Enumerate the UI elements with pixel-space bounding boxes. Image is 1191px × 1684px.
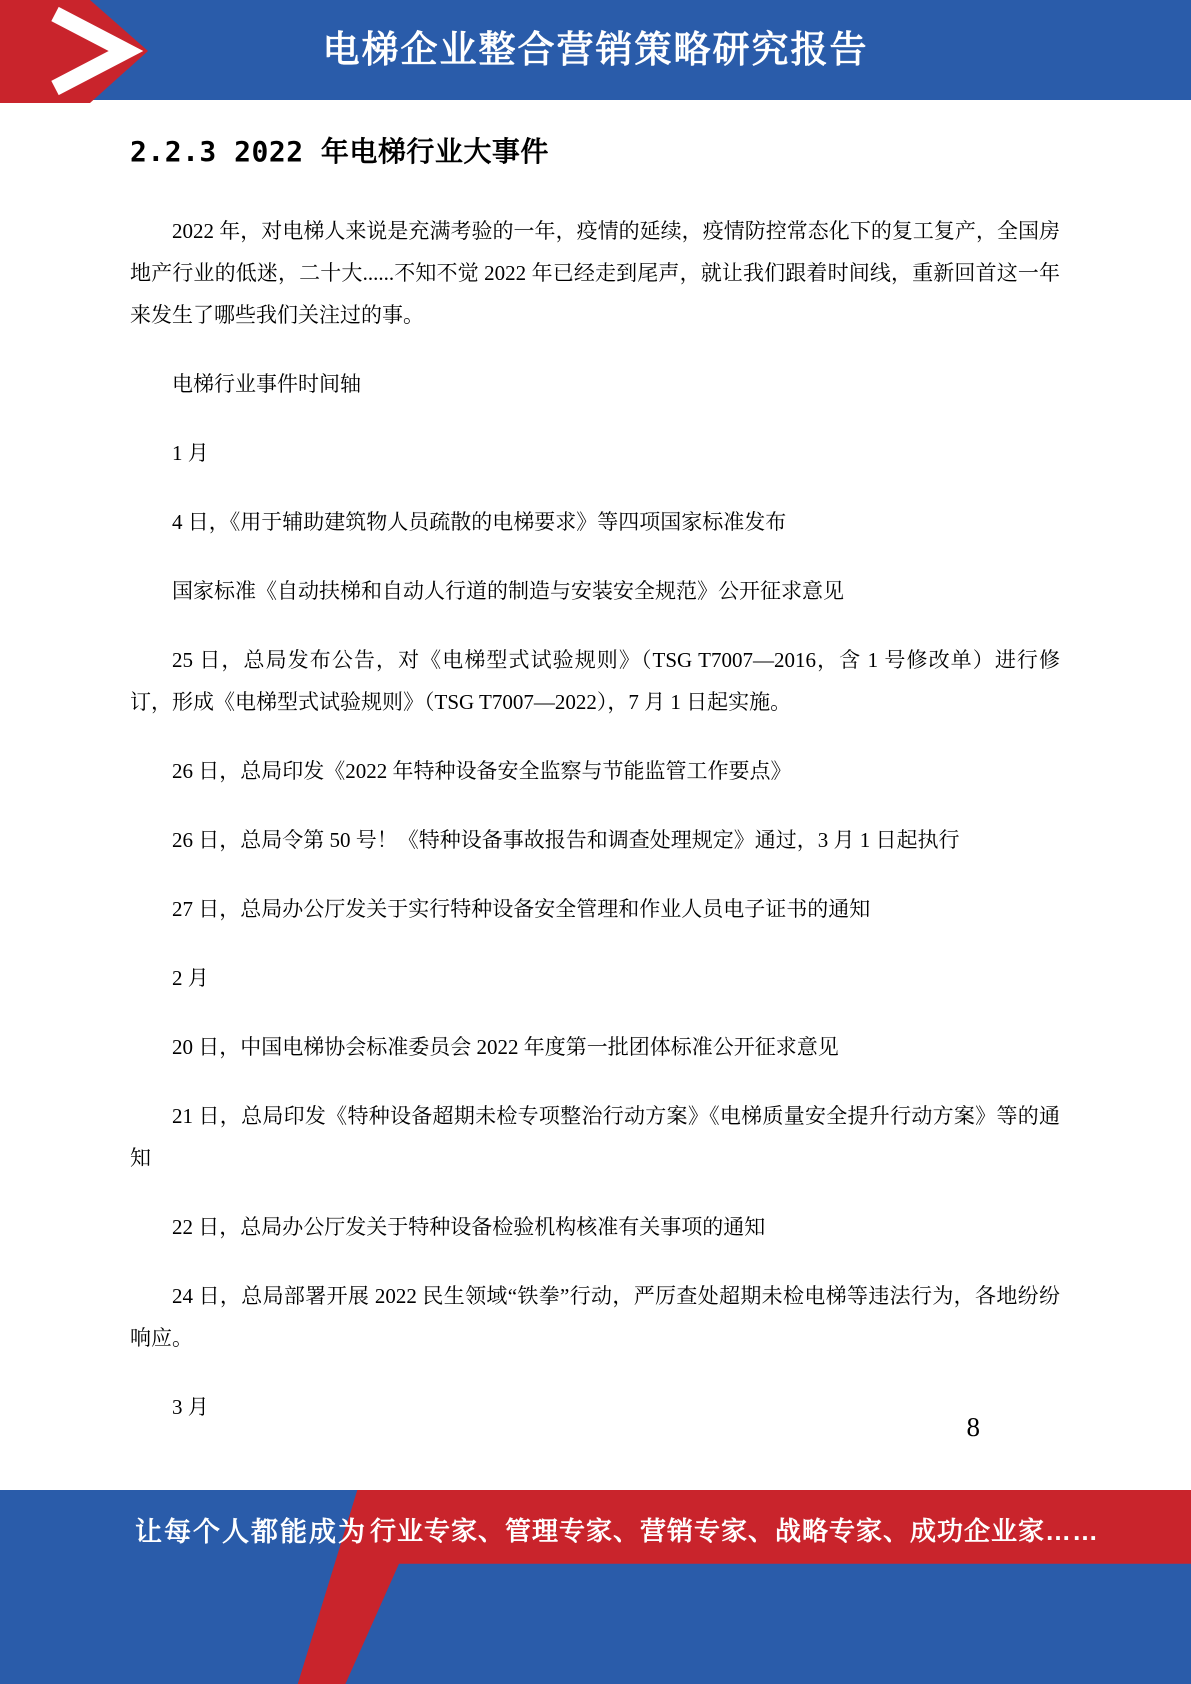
timeline-item: 1 月 xyxy=(172,441,209,465)
timeline-item: 21 日，总局印发《特种设备超期未检专项整治行动方案》《电梯质量安全提升行动方案》等的通知 xyxy=(130,1104,1060,1170)
timeline-item: 26 日，总局令第 50 号！《特种设备事故报告和调查处理规定》通过，3 月 1 日起执行 xyxy=(172,828,960,852)
timeline-item: 24 日，总局部署开展 2022 民生领域“铁拳”行动，严厉查处超期未检电梯等违法行为，各地纷纷响应。 xyxy=(130,1284,1060,1350)
page-header xyxy=(0,0,1191,100)
intro-paragraph: 2022 年，对电梯人来说是充满考验的一年，疫情的延续，疫情防控常态化下的复工复产，全国房地产行业的低迷，二十大......不知不觉 2022 年已经走到尾声，就让我们跟着时间线，重新回首这一年来发生了哪些我们关注过的事。 xyxy=(130,219,1060,327)
timeline-item: 20 日，中国电梯协会标准委员会 2022 年度第一批团体标准公开征求意见 xyxy=(172,1035,839,1059)
timeline-item: 国家标准《自动扶梯和自动人行道的制造与安装安全规范》公开征求意见 xyxy=(172,579,844,603)
page-footer xyxy=(0,1490,1191,1684)
timeline-item: 3 月 xyxy=(172,1395,209,1419)
timeline-item: 2 月 xyxy=(172,966,209,990)
timeline-item: 电梯行业事件时间轴 xyxy=(172,372,361,396)
footer-slogan-left: 让每个人都能成为 xyxy=(135,1517,367,1547)
timeline-item: 4 日，《用于辅助建筑物人员疏散的电梯要求》等四项国家标准发布 xyxy=(172,510,787,534)
report-title: 电梯企业整合营销策略研究报告 xyxy=(322,29,869,70)
timeline-item: 26 日，总局印发《2022 年特种设备安全监察与节能监管工作要点》 xyxy=(172,759,792,783)
section-heading: 2.2.3 2022 年电梯行业大事件 xyxy=(130,135,549,168)
timeline-item: 22 日，总局办公厅发关于特种设备检验机构核准有关事项的通知 xyxy=(172,1215,766,1239)
page-number: 8 xyxy=(966,1412,980,1442)
timeline-item: 25 日，总局发布公告，对《电梯型式试验规则》（TSG T7007—2016，含 1 号修改单）进行修订，形成《电梯型式试验规则》（TSG T7007—2022），7 月 1 日起实施。 xyxy=(130,648,1060,714)
footer-slogan-right: 行业专家、管理专家、营销专家、战略专家、成功企业家…… xyxy=(370,1516,1100,1546)
timeline-item: 27 日，总局办公厅发关于实行特种设备安全管理和作业人员电子证书的通知 xyxy=(172,897,871,921)
page-content xyxy=(0,100,1191,1455)
